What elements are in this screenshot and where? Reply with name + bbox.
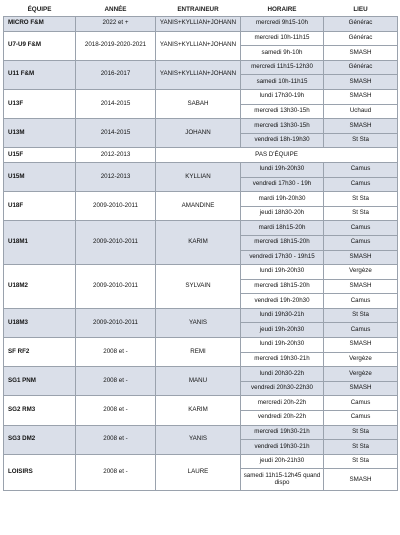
place-cell: St Sta <box>324 425 398 440</box>
year-cell: 2009-2010-2011 <box>76 265 156 309</box>
team-cell: SG1 PNM <box>4 367 76 396</box>
schedule-cell: mercredi 10h-11h15 <box>241 31 324 46</box>
place-cell: Vergèze <box>324 367 398 382</box>
year-cell: 2009-2010-2011 <box>76 221 156 265</box>
coach-cell: YANIS <box>156 425 241 454</box>
schedule-cell: samedi 10h-11h15 <box>241 75 324 90</box>
schedule-body <box>4 17 398 491</box>
place-cell: Camus <box>324 221 398 236</box>
team-cell: MICRO F&M <box>4 17 76 32</box>
schedule-cell: mercredi 13h30-15h <box>241 119 324 134</box>
header-row <box>4 3 398 17</box>
coach-cell: AMANDINE <box>156 192 241 221</box>
year-cell: 2008 et - <box>76 338 156 367</box>
place-cell: Camus <box>324 411 398 426</box>
header-place: LIEU <box>324 3 398 17</box>
schedule-cell: samedi 9h-10h <box>241 46 324 61</box>
team-cell: U11 F&M <box>4 60 76 89</box>
coach-cell: KARIM <box>156 221 241 265</box>
place-cell: St Sta <box>324 192 398 207</box>
team-cell: SG3 DM2 <box>4 425 76 454</box>
table-row <box>4 162 398 177</box>
year-cell: 2014-2015 <box>76 89 156 118</box>
place-cell: SMASH <box>324 469 398 491</box>
coach-cell: YANIS <box>156 308 241 337</box>
header-team: ÉQUIPE <box>4 3 76 17</box>
schedule-cell: vendredi 20h-22h <box>241 411 324 426</box>
place-cell: Uchaud <box>324 104 398 119</box>
table-row <box>4 148 398 163</box>
place-cell: St Sta <box>324 440 398 455</box>
schedule-cell: samedi 11h15-12h45 quand dispo <box>241 469 324 491</box>
place-cell: Camus <box>324 323 398 338</box>
team-cell: U18F <box>4 192 76 221</box>
team-cell: U18M1 <box>4 221 76 265</box>
coach-cell: YANIS+KYLLIAN+JOHANN <box>156 31 241 60</box>
year-cell: 2009-2010-2011 <box>76 192 156 221</box>
place-cell: Vergèze <box>324 352 398 367</box>
note-cell: PAS D'ÉQUIPE <box>156 148 398 163</box>
schedule-sheet <box>3 3 397 491</box>
coach-cell: SYLVAIN <box>156 265 241 309</box>
table-row <box>4 308 398 323</box>
year-cell: 2012-2013 <box>76 148 156 163</box>
place-cell: SMASH <box>324 46 398 61</box>
schedule-table <box>3 3 398 491</box>
schedule-cell: mercredi 19h30-21h <box>241 352 324 367</box>
schedule-cell: mercredi 13h30-15h <box>241 104 324 119</box>
year-cell: 2008 et - <box>76 367 156 396</box>
place-cell: St Sta <box>324 308 398 323</box>
table-row <box>4 60 398 75</box>
place-cell: SMASH <box>324 338 398 353</box>
schedule-cell: mercredi 18h15-20h <box>241 279 324 294</box>
place-cell: SMASH <box>324 381 398 396</box>
schedule-cell: jeudi 19h-20h30 <box>241 323 324 338</box>
table-row <box>4 265 398 280</box>
table-row <box>4 119 398 134</box>
year-cell: 2016-2017 <box>76 60 156 89</box>
team-cell: SG2 RM3 <box>4 396 76 425</box>
place-cell: SMASH <box>324 89 398 104</box>
year-cell: 2018-2019-2020-2021 <box>76 31 156 60</box>
team-cell: U15M <box>4 162 76 191</box>
team-cell: U13F <box>4 89 76 118</box>
coach-cell: LAURE <box>156 454 241 491</box>
schedule-cell: vendredi 19h30-21h <box>241 440 324 455</box>
place-cell: SMASH <box>324 75 398 90</box>
place-cell: Générac <box>324 31 398 46</box>
coach-cell: YANIS+KYLLIAN+JOHANN <box>156 60 241 89</box>
coach-cell: JOHANN <box>156 119 241 148</box>
table-row <box>4 367 398 382</box>
table-row <box>4 338 398 353</box>
team-cell: U7-U9 F&M <box>4 31 76 60</box>
team-cell: U13M <box>4 119 76 148</box>
year-cell: 2009-2010-2011 <box>76 308 156 337</box>
schedule-cell: mercredi 9h15-10h <box>241 17 324 32</box>
schedule-cell: vendredi 20h30-22h30 <box>241 381 324 396</box>
schedule-cell: lundi 19h30-21h <box>241 308 324 323</box>
team-cell: U18M2 <box>4 265 76 309</box>
team-cell: U18M3 <box>4 308 76 337</box>
schedule-cell: mardi 19h-20h30 <box>241 192 324 207</box>
place-cell: SMASH <box>324 119 398 134</box>
table-row <box>4 89 398 104</box>
coach-cell: KYLLIAN <box>156 162 241 191</box>
place-cell: Camus <box>324 294 398 309</box>
year-cell: 2014-2015 <box>76 119 156 148</box>
place-cell: Camus <box>324 235 398 250</box>
schedule-cell: jeudi 18h30-20h <box>241 206 324 221</box>
coach-cell: YANIS+KYLLIAN+JOHANN <box>156 17 241 32</box>
coach-cell: MANU <box>156 367 241 396</box>
place-cell: Générac <box>324 60 398 75</box>
place-cell: Générac <box>324 17 398 32</box>
schedule-cell: vendredi 17h30 - 19h15 <box>241 250 324 265</box>
table-row <box>4 396 398 411</box>
schedule-cell: mercredi 20h-22h <box>241 396 324 411</box>
header-schedule: HORAIRE <box>241 3 324 17</box>
schedule-cell: mardi 18h15-20h <box>241 221 324 236</box>
schedule-cell: vendredi 17h30 - 19h <box>241 177 324 192</box>
year-cell: 2008 et - <box>76 396 156 425</box>
header-year: ANNÉE <box>76 3 156 17</box>
table-row <box>4 31 398 46</box>
place-cell: St Sta <box>324 133 398 148</box>
place-cell: Camus <box>324 177 398 192</box>
schedule-cell: lundi 19h-20h30 <box>241 162 324 177</box>
year-cell: 2022 et + <box>76 17 156 32</box>
schedule-cell: jeudi 20h-21h30 <box>241 454 324 469</box>
schedule-cell: mercredi 18h15-20h <box>241 235 324 250</box>
schedule-cell: vendredi 19h-20h30 <box>241 294 324 309</box>
schedule-cell: lundi 19h-20h30 <box>241 265 324 280</box>
table-row <box>4 425 398 440</box>
place-cell: Camus <box>324 162 398 177</box>
year-cell: 2008 et - <box>76 425 156 454</box>
place-cell: St Sta <box>324 206 398 221</box>
team-cell: LOISIRS <box>4 454 76 491</box>
place-cell: SMASH <box>324 279 398 294</box>
schedule-cell: mercredi 11h15-12h30 <box>241 60 324 75</box>
place-cell: Vergèze <box>324 265 398 280</box>
team-cell: U15F <box>4 148 76 163</box>
year-cell: 2012-2013 <box>76 162 156 191</box>
schedule-cell: lundi 19h-20h30 <box>241 338 324 353</box>
schedule-cell: lundi 20h30-22h <box>241 367 324 382</box>
schedule-cell: mercredi 19h30-21h <box>241 425 324 440</box>
place-cell: SMASH <box>324 250 398 265</box>
coach-cell: REMI <box>156 338 241 367</box>
table-row <box>4 17 398 32</box>
table-row <box>4 192 398 207</box>
schedule-cell: lundi 17h30-19h <box>241 89 324 104</box>
team-cell: SF RF2 <box>4 338 76 367</box>
table-row <box>4 221 398 236</box>
coach-cell: SABAH <box>156 89 241 118</box>
year-cell: 2008 et - <box>76 454 156 491</box>
coach-cell: KARIM <box>156 396 241 425</box>
table-row <box>4 454 398 469</box>
schedule-cell: vendredi 18h-19h30 <box>241 133 324 148</box>
place-cell: Camus <box>324 396 398 411</box>
header-coach: ENTRAINEUR <box>156 3 241 17</box>
place-cell: St Sta <box>324 454 398 469</box>
